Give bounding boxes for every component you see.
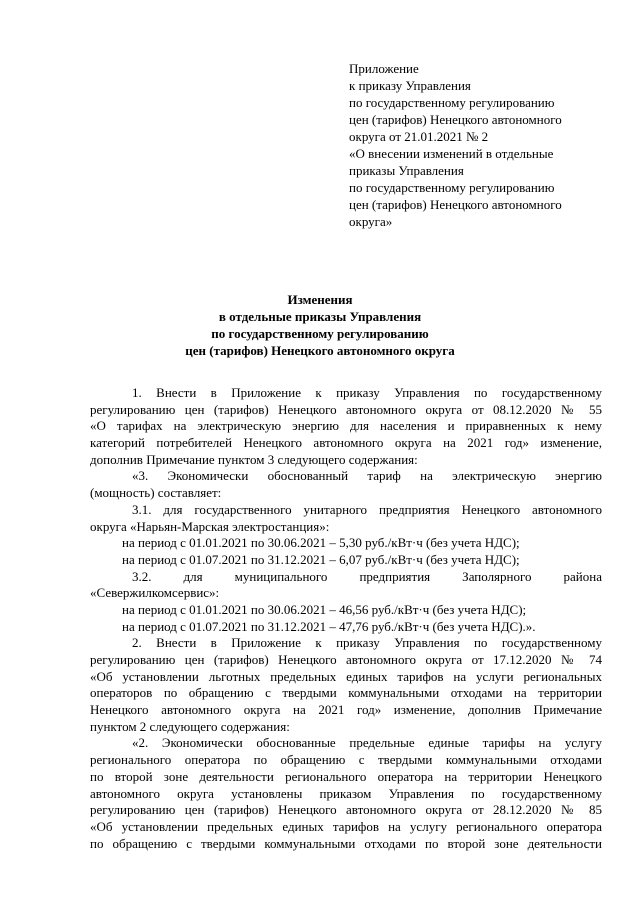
appendix-line: по государственному регулированию [349,180,555,195]
appendix-line: к приказу Управления [349,78,471,93]
body-line: регионального оператора по обращению с твердыми коммунальными отходами [90,752,602,768]
body-line: регулированию цен (тарифов) Ненецкого автономного округа от 17.12.2020 № 74 [90,652,602,667]
body-line: операторов по обращению с твердыми коммунальными отходами на территории [90,685,602,701]
body-line: автономного округа установлены приказом Управления по государственному [90,785,602,801]
body-line: на период с 01.07.2021 по 31.12.2021 – 47,76 руб./кВт·ч (без учета НДС).». [122,618,536,634]
body-line: округа «Нарьян-Марская электростанция»: [90,518,330,534]
appendix-block [349,60,609,230]
appendix-line: цен (тарифов) Ненецкого автономного [349,197,562,212]
body-line: 2. Внести в Приложение к приказу Управления по государственному [132,635,602,651]
body-line: по обращению с твердыми коммунальными отходами по второй зоне деятельности [90,835,602,851]
appendix-line: округа от 21.01.2021 № 2 [349,129,489,144]
body-line: категорий потребителей Ненецкого автономного округа на 2021 год» изменение, [90,435,602,451]
appendix-line: цен (тарифов) Ненецкого автономного [349,112,562,127]
title-line: цен (тарифов) Ненецкого автономного округа [185,343,455,358]
body-line: «3. Экономически обоснованный тариф на электрическую энергию [132,468,602,484]
body-line: дополнив Примечание пунктом 3 следующего содержания: [90,451,418,467]
body-line: 1. Внести в Приложение к приказу Управления по государственному [132,385,602,400]
title-line: по государственному регулированию [211,326,429,341]
appendix-line: «О внесении изменений в отдельные [349,146,554,161]
document-body [90,385,602,852]
body-line: на период с 01.07.2021 по 31.12.2021 – 6,07 руб./кВт·ч (без учета НДС); [122,551,520,567]
body-line: 3.2. для муниципального предприятия Заполярного района [132,568,602,584]
body-line: «2. Экономически обоснованные предельные единые тарифы на услугу [132,735,602,751]
body-line: (мощность) составляет: [90,485,222,501]
body-line: «Об установлении льготных предельных единых тарифов на услуги региональных [90,668,602,684]
body-line: «О тарифах на электрическую энергию для населения и приравненных к нему [90,418,602,434]
body-line: регулированию цен (тарифов) Ненецкого автономного округа от 28.12.2020 № 85 [90,802,602,818]
body-line: по второй зоне деятельности регионального оператора на территории Ненецкого [90,768,602,784]
body-line: регулированию цен (тарифов) Ненецкого автономного округа от 08.12.2020 № 55 [90,401,602,417]
body-line: «Об установлении предельных единых тарифов на услугу регионального оператора [90,818,602,834]
appendix-line: приказы Управления [349,163,464,178]
body-line: на период с 01.01.2021 по 30.06.2021 – 46,56 руб./кВт·ч (без учета НДС); [122,601,527,617]
document-title [90,291,550,359]
body-line: Ненецкого автономного округа на 2021 год» изменение, дополнив Примечание [90,702,602,718]
body-line: «Севержилкомсервис»: [90,585,220,601]
body-line: на период с 01.01.2021 по 30.06.2021 – 5,30 руб./кВт·ч (без учета НДС); [122,535,520,551]
appendix-line: округа» [349,214,393,229]
appendix-line: по государственному регулированию [349,95,555,110]
appendix-line: Приложение [349,61,419,76]
body-line: пунктом 2 следующего содержания: [90,718,290,734]
title-line: в отдельные приказы Управления [218,309,422,324]
title-line: Изменения [287,292,353,307]
body-line: 3.1. для государственного унитарного предприятия Ненецкого автономного [132,501,602,517]
